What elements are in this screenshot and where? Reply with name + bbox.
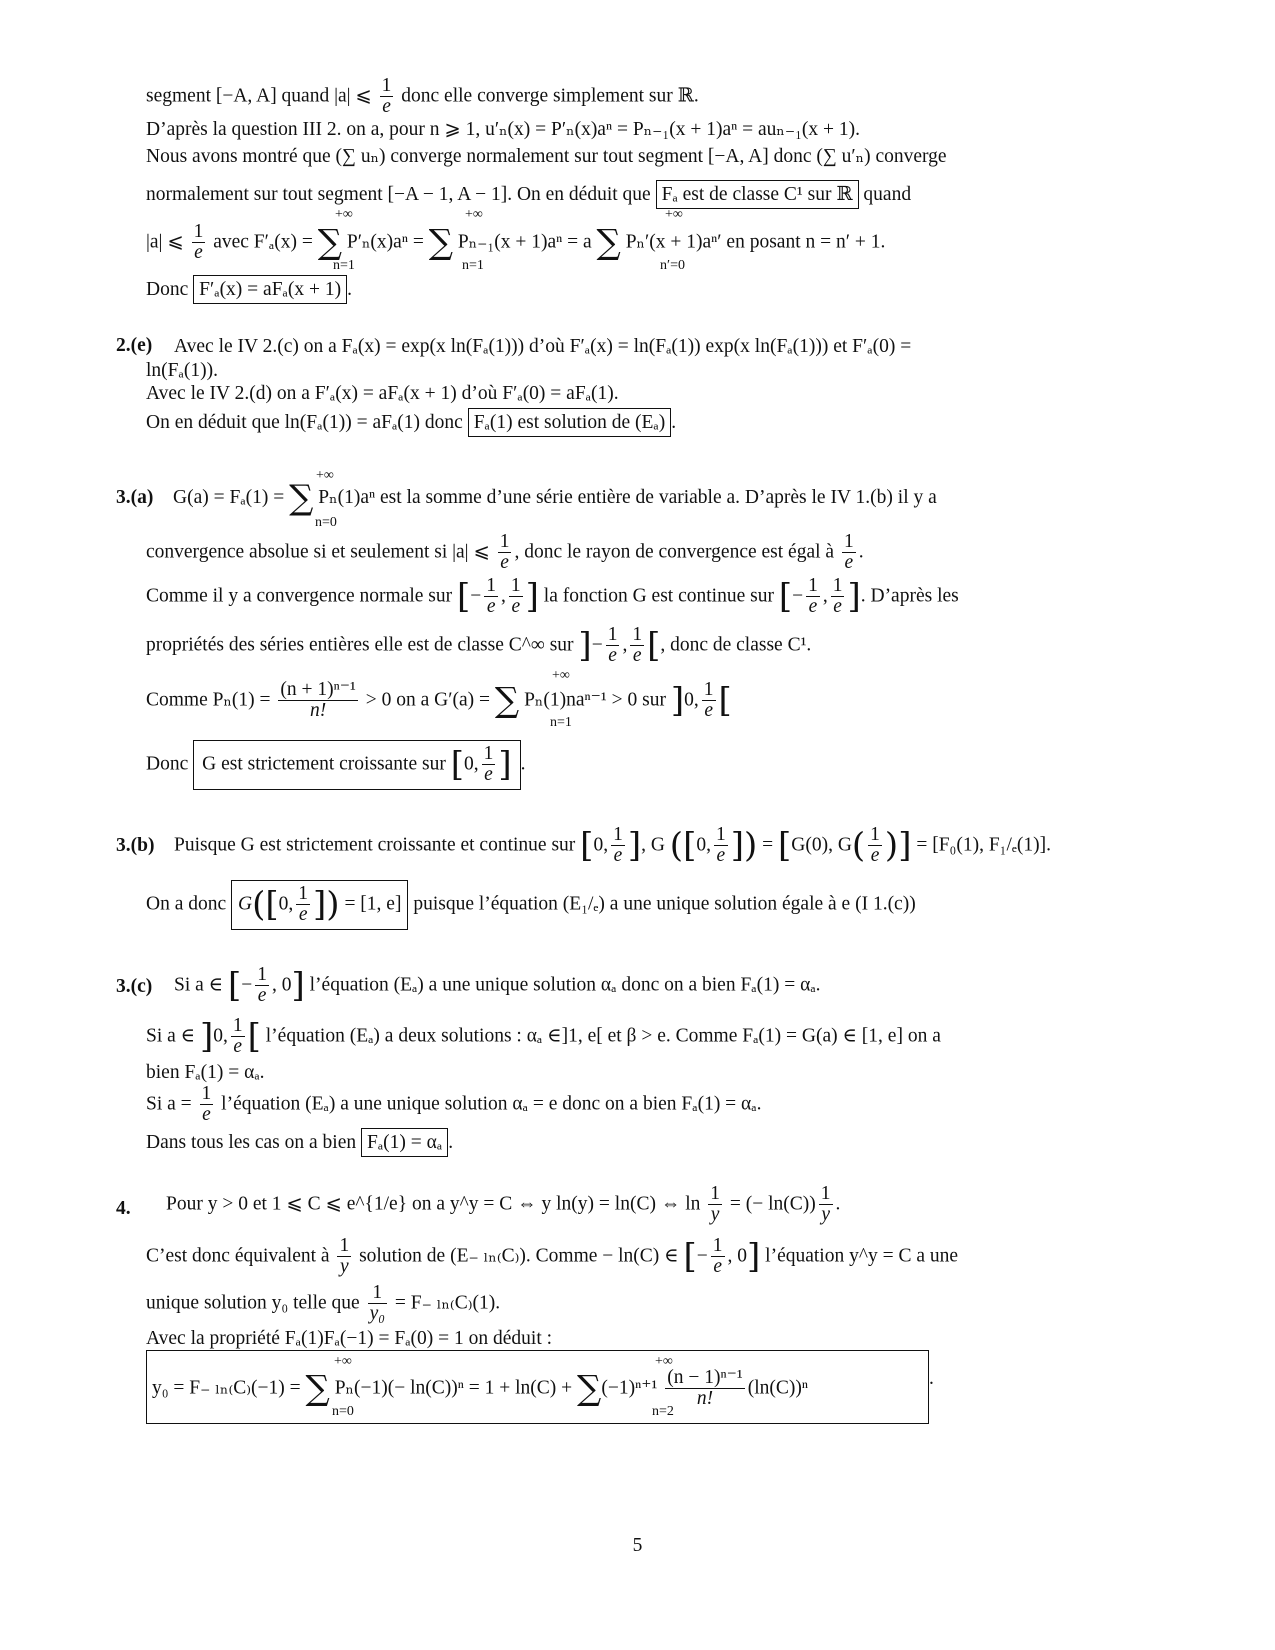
text: G bbox=[238, 893, 253, 915]
text: Pₙ₋₁(x + 1)aⁿ = a bbox=[457, 231, 592, 253]
fraction bbox=[714, 825, 728, 867]
text: propriétés des séries entières elle est de classe C^∞ sur bbox=[146, 634, 574, 656]
text: (ln(C))ⁿ bbox=[747, 1377, 809, 1399]
line-5 bbox=[146, 222, 885, 264]
line-e4 bbox=[146, 408, 676, 437]
num: 1 bbox=[843, 531, 854, 552]
fraction bbox=[192, 222, 206, 264]
bracket: [ bbox=[777, 825, 792, 866]
text: . bbox=[448, 1132, 454, 1153]
line-d1 bbox=[166, 1184, 840, 1226]
sum-lower: n=0 bbox=[332, 1404, 354, 1419]
text: , donc de classe C¹. bbox=[660, 634, 812, 656]
sum-symbol: ∑ bbox=[317, 222, 342, 263]
line-c3: bien Fₐ(1) = αₐ. bbox=[146, 1062, 265, 1083]
fraction bbox=[868, 825, 882, 867]
text: . bbox=[858, 541, 864, 563]
den: y bbox=[710, 1204, 720, 1226]
line-b2 bbox=[146, 880, 916, 930]
bracket: ] bbox=[313, 884, 327, 925]
text: Pₙ′(x + 1)aⁿ′ en posant n = n′ + 1. bbox=[625, 231, 886, 253]
text: (−1)ⁿ⁺¹ bbox=[601, 1377, 658, 1399]
fraction bbox=[842, 532, 856, 574]
bracket: [ bbox=[718, 680, 732, 721]
den: e bbox=[484, 764, 493, 786]
bracket: [ bbox=[647, 625, 661, 666]
boxed-result: Fₐ(1) est solution de (Eₐ) bbox=[468, 408, 672, 437]
question-label: 2.(e) bbox=[116, 335, 153, 356]
paren: ( bbox=[851, 825, 866, 866]
fraction bbox=[498, 532, 512, 574]
text: = (− ln(C)) bbox=[729, 1193, 816, 1215]
num: 1 bbox=[710, 1183, 720, 1204]
sum-symbol: ∑ bbox=[494, 680, 520, 721]
line-a5 bbox=[146, 680, 732, 722]
sum-lower: n=2 bbox=[652, 1404, 674, 1419]
sum-lower: n=0 bbox=[315, 515, 337, 530]
den: n! bbox=[696, 1388, 714, 1410]
text: l’équation (Eₐ) a deux solutions : αₐ ∈]1, e[ et β > e. Comme Fₐ(1) = G(a) ∈ [1, e] on a bbox=[265, 1025, 941, 1047]
num: 1 bbox=[339, 1235, 350, 1256]
den: e bbox=[511, 596, 521, 618]
text: Pₙ(1)naⁿ⁻¹ > 0 sur bbox=[524, 689, 666, 711]
den: e bbox=[382, 96, 391, 118]
sum-symbol: ∑ bbox=[289, 478, 314, 518]
text: − bbox=[591, 634, 603, 656]
line-e3: Avec le IV 2.(d) on a F′ₐ(x) = aFₐ(x + 1) d’où F′ₐ(0) = aFₐ(1). bbox=[146, 383, 619, 404]
fraction bbox=[606, 625, 620, 667]
text: − bbox=[470, 585, 482, 607]
fraction bbox=[231, 1016, 245, 1058]
bracket: [ bbox=[247, 1016, 261, 1057]
num: 1 bbox=[808, 575, 818, 596]
text: 0, bbox=[696, 834, 711, 856]
text: donc elle converge simplement sur ℝ. bbox=[401, 85, 699, 107]
line-e1: Avec le IV 2.(c) on a Fₐ(x) = exp(x ln(Fₐ(1))) d’où F′ₐ(x) = ln(Fₐ(1)) exp(x ln(Fₐ(1))) et F′ₐ(0) = bbox=[174, 336, 912, 357]
den: e bbox=[704, 700, 713, 722]
text: Si a ∈ bbox=[174, 974, 224, 996]
text: Si a = bbox=[146, 1093, 192, 1115]
num: 1 bbox=[820, 1183, 831, 1204]
text: Comme il y a convergence normale sur bbox=[146, 585, 453, 607]
line-b1 bbox=[174, 825, 1051, 867]
num: 1 bbox=[499, 531, 510, 552]
den: e bbox=[613, 845, 623, 867]
den: e bbox=[500, 552, 509, 574]
den: e bbox=[298, 904, 308, 926]
sum-symbol: ∑ bbox=[305, 1368, 330, 1409]
text: Donc bbox=[146, 753, 189, 775]
text: Pₙ(−1)(− ln(C))ⁿ = 1 + ln(C) + bbox=[334, 1377, 573, 1399]
den: n! bbox=[310, 700, 327, 722]
bracket: [ bbox=[227, 965, 242, 1006]
text: l’équation y^y = C a une bbox=[765, 1245, 959, 1267]
text: 0, bbox=[278, 893, 294, 915]
text: Dans tous les cas on a bien bbox=[146, 1132, 357, 1153]
bracket: ] bbox=[730, 825, 744, 866]
fraction bbox=[509, 576, 523, 618]
num: 1 bbox=[257, 964, 267, 985]
sum-symbol: ∑ bbox=[428, 222, 453, 263]
text: G(a) = Fₐ(1) = bbox=[173, 486, 285, 508]
question-label: 3.(c) bbox=[116, 976, 153, 997]
paren: ( bbox=[669, 825, 684, 866]
num: 1 bbox=[381, 75, 392, 96]
text: unique solution y₀ telle que bbox=[146, 1292, 360, 1314]
num: 1 bbox=[712, 1235, 723, 1256]
bracket: ] bbox=[578, 625, 592, 666]
text: = [1, e] bbox=[344, 893, 402, 915]
den: e bbox=[808, 596, 818, 618]
fraction bbox=[368, 1283, 387, 1325]
text: . bbox=[929, 1368, 934, 1389]
num: 1 bbox=[613, 824, 623, 845]
question-label: 3.(b) bbox=[116, 835, 155, 856]
sum-upper: +∞ bbox=[335, 207, 353, 222]
fraction bbox=[665, 1368, 745, 1410]
sum-upper: +∞ bbox=[334, 1354, 352, 1369]
bracket: ] bbox=[898, 825, 912, 866]
line-c1 bbox=[174, 965, 821, 1007]
boxed-result: F′ₐ(x) = aFₐ(x + 1) bbox=[193, 275, 347, 304]
text: Donc bbox=[146, 279, 189, 300]
line-c4 bbox=[146, 1084, 761, 1126]
text: 0, bbox=[213, 1025, 228, 1047]
den: y bbox=[340, 1256, 349, 1278]
text: y₀ = F₋ ₗₙ₍C₎(−1) = bbox=[152, 1377, 301, 1399]
question-label: 4. bbox=[116, 1198, 131, 1219]
bracket: ] bbox=[670, 680, 685, 721]
text: = bbox=[762, 834, 774, 856]
num: 1 bbox=[483, 743, 494, 764]
text: , G bbox=[641, 834, 665, 856]
text: = F₋ ₗₙ₍C₎(1). bbox=[394, 1292, 501, 1314]
text: puisque l’équation (E₁/ₑ) a une unique solution égale à e (I 1.(c)) bbox=[413, 893, 916, 915]
num: (n − 1)ⁿ⁻¹ bbox=[667, 1367, 743, 1388]
den: e bbox=[257, 985, 267, 1007]
den: e bbox=[202, 1104, 211, 1126]
bracket: [ bbox=[450, 744, 464, 785]
num: 1 bbox=[607, 624, 618, 645]
paren: ) bbox=[326, 884, 340, 925]
text: . bbox=[835, 1193, 841, 1215]
paren: ) bbox=[884, 825, 899, 866]
text: , donc le rayon de convergence est égal à bbox=[514, 541, 835, 563]
line-d2 bbox=[146, 1236, 958, 1278]
question-label: 3.(a) bbox=[116, 487, 154, 508]
text: . bbox=[520, 753, 526, 775]
text: l’équation (Eₐ) a une unique solution αₐ = e donc on a bien Fₐ(1) = αₐ. bbox=[221, 1093, 762, 1115]
text: P′ₙ(x)aⁿ = bbox=[346, 231, 424, 253]
text: > 0 on a G′(a) = bbox=[365, 689, 491, 711]
num: 1 bbox=[486, 575, 497, 596]
bracket: [ bbox=[778, 576, 793, 617]
fraction bbox=[831, 576, 845, 618]
fraction bbox=[484, 576, 498, 618]
sum-upper: +∞ bbox=[465, 207, 483, 222]
num: 1 bbox=[510, 575, 521, 596]
fraction bbox=[337, 1236, 351, 1278]
sum-lower: n=1 bbox=[333, 258, 355, 273]
fraction bbox=[819, 1184, 833, 1226]
num: 1 bbox=[193, 221, 204, 242]
sum-symbol: ∑ bbox=[577, 1368, 602, 1409]
num: 1 bbox=[870, 824, 880, 845]
den: e bbox=[844, 552, 854, 574]
fraction bbox=[611, 825, 625, 867]
text: − bbox=[696, 1245, 708, 1267]
num: 1 bbox=[368, 1283, 387, 1304]
page-number: 5 bbox=[632, 1535, 643, 1556]
text: avec F′ₐ(x) = bbox=[213, 231, 313, 253]
fraction bbox=[380, 76, 394, 118]
fraction bbox=[200, 1084, 214, 1126]
boxed-result bbox=[193, 740, 520, 790]
sum-lower: n′=0 bbox=[660, 258, 685, 273]
bracket: ] bbox=[847, 576, 861, 617]
line-a1 bbox=[173, 478, 937, 518]
text: On a donc bbox=[146, 893, 227, 915]
line-a2 bbox=[146, 532, 864, 574]
den: e bbox=[833, 596, 842, 618]
text: Puisque G est strictement croissante et continue sur bbox=[174, 834, 576, 856]
sum-lower: n=1 bbox=[462, 258, 484, 273]
sum-upper: +∞ bbox=[665, 207, 683, 222]
line-2: D’après la question III 2. on a, pour n ⩾ 1, u′ₙ(x) = P′ₙ(x)aⁿ = Pₙ₋₁(x + 1)aⁿ = auₙ₋₁(x + 1). bbox=[146, 119, 861, 140]
sum-upper: +∞ bbox=[552, 668, 570, 683]
line-c5 bbox=[146, 1128, 453, 1157]
text: segment [−A, A] quand |a| ⩽ bbox=[146, 85, 372, 107]
line-4 bbox=[146, 180, 911, 209]
fraction bbox=[482, 744, 496, 786]
text: convergence absolue si et seulement si |a| ⩽ bbox=[146, 541, 490, 563]
text: 0, bbox=[684, 689, 699, 711]
paren: ) bbox=[743, 825, 758, 866]
text: Si a ∈ bbox=[146, 1025, 196, 1047]
text: Pour y > 0 et 1 ⩽ C ⩽ e^{1/e} on a y^y = C ⇔ y ln(y) = ln(C) ⇔ ln bbox=[166, 1193, 701, 1215]
den: e bbox=[608, 645, 617, 667]
text: = [F₀(1), F₁/ₑ(1)]. bbox=[916, 834, 1051, 856]
text: solution de (E₋ ₗₙ₍C₎). Comme − ln(C) ∈ bbox=[359, 1245, 679, 1267]
den: y bbox=[821, 1204, 830, 1226]
text: − bbox=[792, 585, 804, 607]
text: , 0 bbox=[272, 974, 292, 996]
bracket: [ bbox=[265, 884, 279, 925]
text: quand bbox=[863, 184, 912, 205]
text: G est strictement croissante sur bbox=[202, 753, 446, 775]
num: 1 bbox=[832, 575, 843, 596]
text: G(0), G bbox=[791, 834, 852, 856]
text: l’équation (Eₐ) a une unique solution αₐ donc on a bien Fₐ(1) = αₐ. bbox=[309, 974, 821, 996]
num: 1 bbox=[632, 624, 643, 645]
text: Comme Pₙ(1) = bbox=[146, 689, 271, 711]
boxed-result: Fₐ est de classe C¹ sur ℝ bbox=[656, 180, 859, 209]
text: − bbox=[241, 974, 253, 996]
sum-upper: +∞ bbox=[316, 468, 334, 483]
num: 1 bbox=[703, 679, 714, 700]
bracket: ] bbox=[747, 1236, 761, 1277]
text: |a| ⩽ bbox=[146, 231, 184, 253]
num: (n + 1)ⁿ⁻¹ bbox=[280, 679, 356, 700]
bracket: [ bbox=[683, 1236, 697, 1277]
den: y₀ bbox=[369, 1303, 385, 1325]
line-3: Nous avons montré que (∑ uₙ) converge normalement sur tout segment [−A, A] donc (∑ u′ₙ) converge bbox=[146, 146, 947, 167]
text: 0, bbox=[463, 753, 479, 775]
den: e bbox=[870, 845, 880, 867]
fraction bbox=[278, 680, 358, 722]
boxed-result bbox=[231, 880, 408, 930]
fraction bbox=[708, 1184, 722, 1226]
fraction bbox=[255, 965, 269, 1007]
den: e bbox=[632, 645, 642, 667]
line-c2 bbox=[146, 1016, 941, 1058]
line-a4: propriétés des séries entières elle est de classe C^∞ sur ]− $\frac{1}{e}$ , $\frac{1}{e}$ [, donc de classe C¹. bbox=[146, 624, 812, 667]
text: C’est donc équivalent à bbox=[146, 1245, 330, 1267]
num: 1 bbox=[232, 1015, 243, 1036]
den: e bbox=[233, 1036, 243, 1058]
bracket: ] bbox=[627, 825, 642, 866]
den: e bbox=[713, 1256, 722, 1278]
line-d4: Avec la propriété Fₐ(1)Fₐ(−1) = Fₐ(0) = 1 on déduit : bbox=[146, 1328, 553, 1349]
paren: ( bbox=[252, 884, 266, 925]
line-d3 bbox=[146, 1283, 500, 1325]
line-6 bbox=[146, 275, 352, 304]
fraction bbox=[296, 884, 310, 926]
fraction bbox=[630, 625, 644, 667]
text: . D’après les bbox=[860, 585, 959, 607]
sum-lower: n=1 bbox=[550, 715, 572, 730]
line-e2: ln(Fₐ(1)). bbox=[146, 360, 218, 381]
text: la fonction G est continue sur bbox=[543, 585, 774, 607]
den: e bbox=[716, 845, 726, 867]
text: . bbox=[671, 412, 677, 433]
fraction bbox=[702, 680, 716, 722]
fraction bbox=[806, 576, 820, 618]
bracket: [ bbox=[457, 576, 471, 617]
line-d5 bbox=[152, 1368, 808, 1410]
bracket: ] bbox=[525, 576, 539, 617]
bracket: ] bbox=[498, 744, 512, 785]
den: e bbox=[194, 242, 203, 264]
text: . bbox=[347, 279, 352, 300]
text: 0, bbox=[593, 834, 609, 856]
text: Pₙ(1)aⁿ est la somme d’une série entière de variable a. D’après le IV 1.(b) il y a bbox=[318, 486, 937, 508]
sum-symbol: ∑ bbox=[596, 222, 621, 263]
text: , 0 bbox=[727, 1245, 748, 1267]
line-a3: Comme il y a convergence normale sur [− $\frac{1}{e}$ , $\frac{1}{e}$ ] la fonction G est continue sur [− $\frac{1}{e}$ , $\frac{1}{e}$ ]. D’après les bbox=[146, 575, 959, 618]
bracket: [ bbox=[683, 825, 697, 866]
text: On en déduit que ln(Fₐ(1)) = aFₐ(1) donc bbox=[146, 412, 463, 433]
line-a6 bbox=[146, 740, 525, 790]
bracket: [ bbox=[580, 825, 594, 866]
num: 1 bbox=[715, 824, 726, 845]
den: e bbox=[486, 596, 496, 618]
text: normalement sur tout segment [−A − 1, A − 1]. On en déduit que bbox=[146, 184, 651, 205]
boxed-result: Fₐ(1) = αₐ bbox=[361, 1128, 448, 1157]
fraction bbox=[711, 1236, 725, 1278]
line-1 bbox=[146, 76, 699, 118]
bracket: ] bbox=[291, 965, 305, 1006]
num: 1 bbox=[201, 1083, 212, 1104]
sum-upper: +∞ bbox=[655, 1354, 673, 1369]
num: 1 bbox=[298, 883, 309, 904]
bracket: ] bbox=[199, 1016, 214, 1057]
